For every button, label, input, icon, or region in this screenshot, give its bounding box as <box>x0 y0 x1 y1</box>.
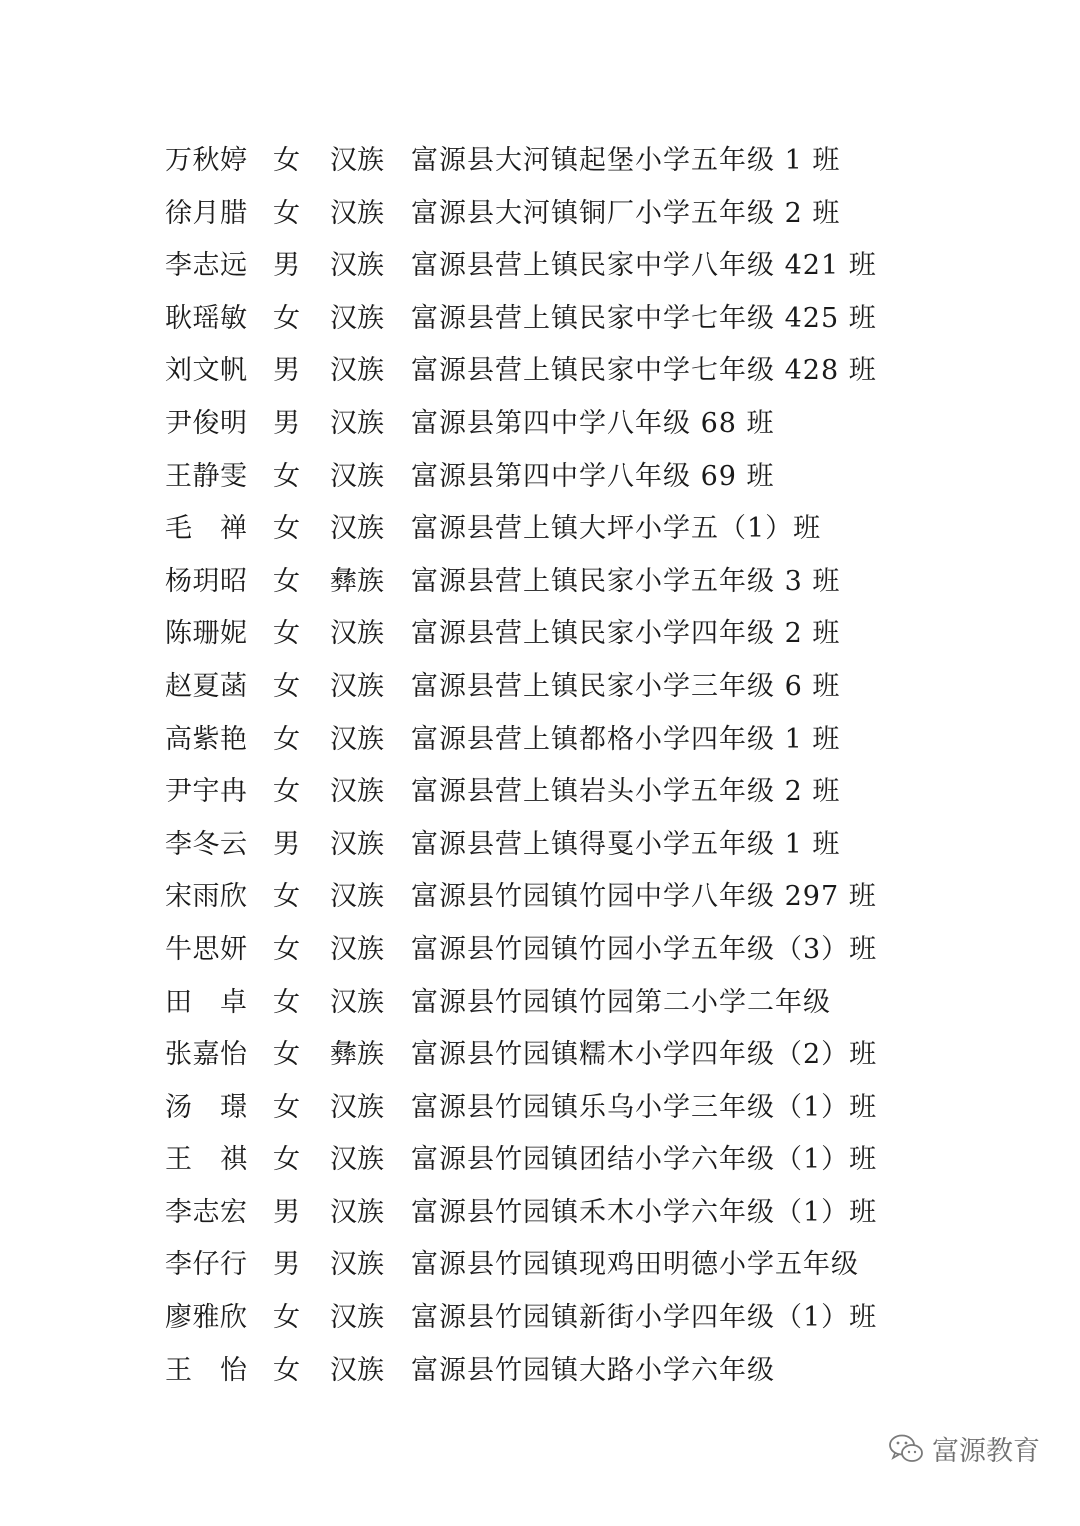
student-ethnicity: 汉族 <box>330 1354 384 1386</box>
student-gender: 男 <box>273 828 300 860</box>
student-row <box>0 451 1080 504</box>
student-row <box>0 293 1080 346</box>
student-school: 富源县营上镇都格小学四年级 1 班 <box>411 723 841 755</box>
student-school: 富源县竹园镇竹园小学五年级（3）班 <box>411 933 878 965</box>
student-row <box>0 608 1080 661</box>
student-name: 王静雯 <box>165 460 247 492</box>
student-gender: 女 <box>273 513 300 545</box>
student-name: 汤 璟 <box>165 1091 247 1123</box>
student-name: 宋雨欣 <box>165 881 247 913</box>
student-school: 富源县竹园镇竹园第二小学二年级 <box>411 986 831 1018</box>
student-name: 李志远 <box>165 250 247 282</box>
student-school: 富源县竹园镇乐乌小学三年级（1）班 <box>411 1091 878 1123</box>
student-school: 富源县大河镇起堡小学五年级 1 班 <box>411 145 841 176</box>
student-row <box>0 819 1080 872</box>
student-row <box>0 1345 1080 1398</box>
student-school: 富源县竹园镇团结小学六年级（1）班 <box>411 1144 878 1176</box>
student-row <box>0 714 1080 767</box>
student-gender: 女 <box>273 145 300 176</box>
student-name: 高紫艳 <box>165 723 247 755</box>
student-row <box>0 1239 1080 1292</box>
student-name: 廖雅欣 <box>165 1302 247 1334</box>
student-school: 富源县营上镇民家小学五年级 3 班 <box>411 565 841 597</box>
student-row <box>0 871 1080 924</box>
student-gender: 男 <box>273 355 300 387</box>
student-school: 富源县营上镇民家小学三年级 6 班 <box>411 670 841 702</box>
student-gender: 女 <box>273 1091 300 1123</box>
student-school: 富源县竹园镇现鸡田明德小学五年级 <box>411 1249 859 1281</box>
student-school: 富源县营上镇岩头小学五年级 2 班 <box>411 776 841 808</box>
student-ethnicity: 汉族 <box>330 460 384 492</box>
student-name: 张嘉怡 <box>165 1039 247 1071</box>
student-ethnicity: 汉族 <box>330 145 384 176</box>
student-row <box>0 1082 1080 1135</box>
student-gender: 男 <box>273 250 300 282</box>
student-name: 尹俊明 <box>165 407 247 439</box>
student-row <box>0 398 1080 451</box>
student-school: 富源县营上镇民家小学四年级 2 班 <box>411 618 841 650</box>
student-ethnicity: 汉族 <box>330 1302 384 1334</box>
student-gender: 女 <box>273 302 300 334</box>
student-school: 富源县营上镇民家中学七年级 425 班 <box>411 302 877 334</box>
student-row <box>0 1187 1080 1240</box>
student-school: 富源县竹园镇禾木小学六年级（1）班 <box>411 1196 878 1228</box>
watermark-text: 富源教育 <box>932 1436 1040 1467</box>
student-gender: 男 <box>273 1196 300 1228</box>
student-row <box>0 977 1080 1030</box>
student-row <box>0 503 1080 556</box>
student-row <box>0 766 1080 819</box>
student-gender: 女 <box>273 1039 300 1071</box>
student-gender: 男 <box>273 407 300 439</box>
student-name: 牛思妍 <box>165 933 247 965</box>
student-ethnicity: 汉族 <box>330 723 384 755</box>
student-gender: 女 <box>273 670 300 702</box>
student-row <box>0 1292 1080 1345</box>
student-ethnicity: 汉族 <box>330 1144 384 1176</box>
student-gender: 女 <box>273 1354 300 1386</box>
student-name: 田 卓 <box>165 986 247 1018</box>
student-name: 王 怡 <box>165 1354 247 1386</box>
student-gender: 女 <box>273 1302 300 1334</box>
student-gender: 女 <box>273 986 300 1018</box>
student-ethnicity: 汉族 <box>330 670 384 702</box>
student-name: 万秋婷 <box>165 145 247 176</box>
student-gender: 女 <box>273 1144 300 1176</box>
student-name: 赵夏菡 <box>165 670 247 702</box>
wechat-icon <box>888 1433 924 1465</box>
student-row <box>0 188 1080 241</box>
student-name: 耿瑶敏 <box>165 302 247 334</box>
student-list <box>0 135 1080 1397</box>
student-school: 富源县第四中学八年级 69 班 <box>411 460 775 492</box>
student-gender: 男 <box>273 1249 300 1281</box>
student-ethnicity: 汉族 <box>330 302 384 334</box>
student-school: 富源县竹园镇竹园中学八年级 297 班 <box>411 881 877 913</box>
student-school: 富源县营上镇民家中学七年级 428 班 <box>411 355 877 387</box>
student-ethnicity: 汉族 <box>330 776 384 808</box>
student-gender: 女 <box>273 618 300 650</box>
student-school: 富源县营上镇大坪小学五（1）班 <box>411 513 822 545</box>
student-school: 富源县竹园镇新街小学四年级（1）班 <box>411 1302 878 1334</box>
student-row <box>0 661 1080 714</box>
student-ethnicity: 汉族 <box>330 881 384 913</box>
student-name: 陈珊妮 <box>165 618 247 650</box>
student-ethnicity: 汉族 <box>330 407 384 439</box>
student-ethnicity: 汉族 <box>330 828 384 860</box>
student-ethnicity: 汉族 <box>330 1196 384 1228</box>
student-gender: 女 <box>273 723 300 755</box>
student-name: 徐月腊 <box>165 197 247 229</box>
student-name: 李冬云 <box>165 828 247 860</box>
student-row <box>0 1134 1080 1187</box>
student-name: 李仔行 <box>165 1249 247 1281</box>
student-school: 富源县第四中学八年级 68 班 <box>411 407 775 439</box>
student-gender: 女 <box>273 776 300 808</box>
student-gender: 女 <box>273 565 300 597</box>
student-school: 富源县竹园镇糯木小学四年级（2）班 <box>411 1039 878 1071</box>
student-ethnicity: 汉族 <box>330 618 384 650</box>
student-ethnicity: 汉族 <box>330 513 384 545</box>
student-gender: 女 <box>273 460 300 492</box>
student-ethnicity: 汉族 <box>330 933 384 965</box>
student-ethnicity: 汉族 <box>330 197 384 229</box>
student-school: 富源县竹园镇大路小学六年级 <box>411 1354 775 1386</box>
student-name: 王 祺 <box>165 1144 247 1176</box>
student-ethnicity: 汉族 <box>330 1091 384 1123</box>
student-name: 杨玥昭 <box>165 565 247 597</box>
student-gender: 女 <box>273 881 300 913</box>
student-row <box>0 135 1080 188</box>
student-name: 刘文帆 <box>165 355 247 387</box>
student-ethnicity: 汉族 <box>330 250 384 282</box>
student-name: 毛 禅 <box>165 513 247 545</box>
student-name: 尹宇冉 <box>165 776 247 808</box>
student-school: 富源县营上镇民家中学八年级 421 班 <box>411 250 877 282</box>
student-school: 富源县大河镇铜厂小学五年级 2 班 <box>411 197 841 229</box>
student-row <box>0 240 1080 293</box>
student-school: 富源县营上镇得戛小学五年级 1 班 <box>411 828 841 860</box>
watermark <box>888 1429 1040 1468</box>
student-row <box>0 924 1080 977</box>
student-row <box>0 1029 1080 1082</box>
student-name: 李志宏 <box>165 1196 247 1228</box>
student-ethnicity: 彝族 <box>330 1039 384 1071</box>
student-ethnicity: 汉族 <box>330 1249 384 1281</box>
student-gender: 女 <box>273 197 300 229</box>
student-ethnicity: 彝族 <box>330 565 384 597</box>
student-ethnicity: 汉族 <box>330 355 384 387</box>
student-row <box>0 345 1080 398</box>
student-ethnicity: 汉族 <box>330 986 384 1018</box>
student-gender: 女 <box>273 933 300 965</box>
student-row <box>0 556 1080 609</box>
